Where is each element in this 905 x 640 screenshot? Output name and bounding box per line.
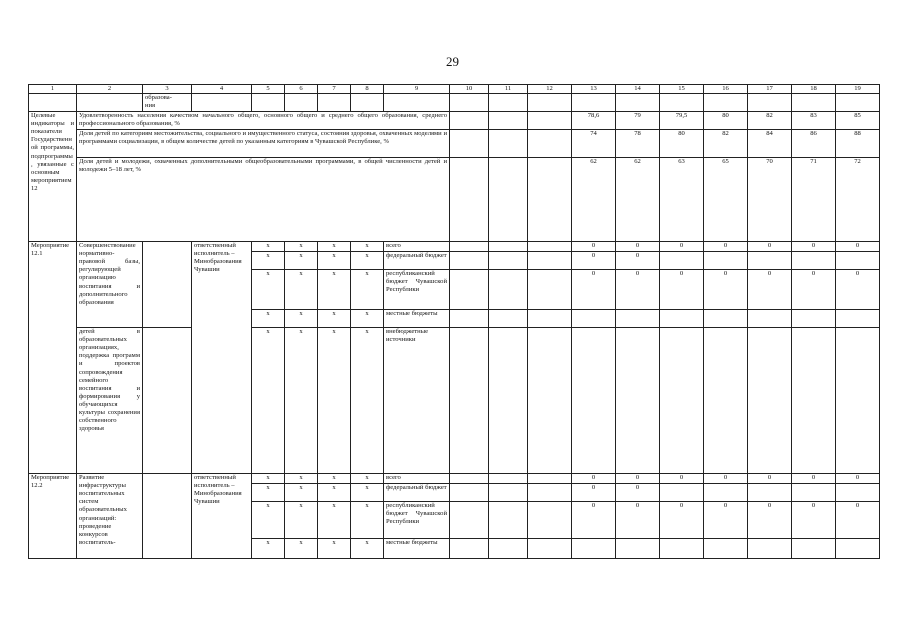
indicator-text: Доля детей и молодежи, охваченных дополнительными общеобразовательными программами, в общей численности детей и молодежи 5–18 лет, % (77, 158, 450, 242)
funding-value: 0 (616, 484, 660, 502)
indicator-value: 82 (704, 130, 748, 158)
funding-value: 0 (660, 502, 704, 539)
funding-value (572, 328, 616, 474)
funding-value: 0 (748, 242, 792, 252)
funding-value (572, 310, 616, 328)
funding-value: 0 (572, 502, 616, 539)
column-number: 16 (704, 85, 748, 94)
column-number: 13 (572, 85, 616, 94)
funding-value: 0 (572, 474, 616, 484)
funding-value (704, 310, 748, 328)
column-number: 17 (748, 85, 792, 94)
na-mark: x (285, 310, 318, 328)
funding-value: 0 (616, 270, 660, 310)
column-number: 3 (143, 85, 192, 94)
indicator-value: 78 (616, 130, 660, 158)
funding-value: 0 (660, 270, 704, 310)
funding-source: местные бюджеты (384, 539, 450, 559)
column-number: 2 (77, 85, 143, 94)
funding-value (704, 252, 748, 270)
na-mark: x (351, 474, 384, 484)
na-mark: x (318, 474, 351, 484)
column-number: 7 (318, 85, 351, 94)
page-number: 29 (446, 54, 459, 69)
funding-value (836, 484, 880, 502)
funding-value (748, 252, 792, 270)
funding-source: федеральный бюджет (384, 252, 450, 270)
na-mark: x (252, 310, 285, 328)
measure-label: Мероприятие 12.2 (29, 474, 77, 559)
funding-value: 0 (572, 242, 616, 252)
na-mark: x (285, 252, 318, 270)
funding-value: 0 (792, 270, 836, 310)
funding-value (704, 484, 748, 502)
funding-value (660, 310, 704, 328)
funding-source: внебюджетные источники (384, 328, 450, 474)
funding-value: 0 (836, 474, 880, 484)
column-number: 11 (489, 85, 528, 94)
funding-value: 0 (836, 242, 880, 252)
indicator-value: 79,5 (660, 112, 704, 130)
indicator-value: 63 (660, 158, 704, 242)
na-mark: x (252, 252, 285, 270)
column-number: 12 (528, 85, 572, 94)
na-mark: x (351, 502, 384, 539)
measure-name: Совершенствование нормативно-правовой базы, регулирующей организацию воспитания и дополнительного образования (77, 242, 143, 328)
funding-value (792, 310, 836, 328)
funding-value (748, 328, 792, 474)
column-number: 19 (836, 85, 880, 94)
na-mark: x (252, 242, 285, 252)
funding-value (616, 328, 660, 474)
funding-value: 0 (748, 270, 792, 310)
column-number: 8 (351, 85, 384, 94)
funding-source: всего (384, 474, 450, 484)
funding-row (29, 474, 880, 484)
na-mark: x (351, 252, 384, 270)
na-mark: x (318, 484, 351, 502)
funding-value (792, 252, 836, 270)
funding-value (836, 310, 880, 328)
na-mark: x (252, 539, 285, 559)
funding-value (660, 252, 704, 270)
funding-row (29, 242, 880, 252)
program-table (28, 84, 880, 559)
column-number: 4 (192, 85, 252, 94)
column-number: 1 (29, 85, 77, 94)
na-mark: x (318, 539, 351, 559)
na-mark: x (351, 310, 384, 328)
column-number-row (29, 85, 880, 94)
column-number: 14 (616, 85, 660, 94)
indicator-value: 84 (748, 130, 792, 158)
na-mark: x (285, 484, 318, 502)
na-mark: x (285, 474, 318, 484)
measure-name-continued: детей в образовательных организациях, поддержка программ и проектов сопровождения семейного воспитания и формирования у обучающихся культуры сохранения собственного здоровья (77, 328, 143, 474)
indicator-value: 71 (792, 158, 836, 242)
funding-value (748, 484, 792, 502)
funding-value (748, 310, 792, 328)
column-number: 6 (285, 85, 318, 94)
measure-label: Мероприятие 12.1 (29, 242, 77, 474)
funding-value (704, 328, 748, 474)
carry-over-text: образова- ния (143, 94, 192, 112)
na-mark: x (285, 328, 318, 474)
funding-value: 0 (792, 242, 836, 252)
measure-executor: ответственный исполнитель – Минобразования Чувашии (192, 474, 252, 559)
column-number: 18 (792, 85, 836, 94)
funding-value (616, 310, 660, 328)
funding-value (572, 539, 616, 559)
funding-value: 0 (572, 484, 616, 502)
na-mark: x (351, 270, 384, 310)
na-mark: x (252, 502, 285, 539)
funding-value (792, 328, 836, 474)
funding-source: всего (384, 242, 450, 252)
funding-value: 0 (836, 270, 880, 310)
funding-value: 0 (792, 474, 836, 484)
indicator-value: 83 (792, 112, 836, 130)
funding-value: 0 (704, 270, 748, 310)
indicator-value: 70 (748, 158, 792, 242)
indicator-row (29, 130, 880, 158)
funding-value: 0 (616, 242, 660, 252)
funding-value (836, 252, 880, 270)
na-mark: x (252, 270, 285, 310)
funding-value (748, 539, 792, 559)
funding-value: 0 (704, 474, 748, 484)
funding-value: 0 (792, 502, 836, 539)
funding-value: 0 (572, 270, 616, 310)
indicator-value: 82 (748, 112, 792, 130)
indicator-text: Удовлетворенность населения качеством начального общего, основного общего и среднего общего образования, среднего профессионального образования, % (77, 112, 450, 130)
indicator-value: 80 (704, 112, 748, 130)
na-mark: x (351, 242, 384, 252)
column-number: 10 (450, 85, 489, 94)
na-mark: x (318, 270, 351, 310)
na-mark: x (318, 310, 351, 328)
funding-value: 0 (748, 474, 792, 484)
funding-value (792, 539, 836, 559)
na-mark: x (252, 328, 285, 474)
indicator-value: 62 (572, 158, 616, 242)
na-mark: x (318, 252, 351, 270)
na-mark: x (285, 539, 318, 559)
indicator-row (29, 158, 880, 242)
funding-source: республиканский бюджет Чувашской Республики (384, 270, 450, 310)
funding-row (29, 328, 880, 474)
indicator-value: 65 (704, 158, 748, 242)
measure-name: Развитие инфраструктуры воспитательных систем образовательных организаций: проведение конкурсов воспитатель- (77, 474, 143, 559)
measure-executor: ответственный исполнитель – Минобразования Чувашии (192, 242, 252, 474)
funding-value: 0 (616, 252, 660, 270)
indicator-value: 80 (660, 130, 704, 158)
funding-value: 0 (704, 502, 748, 539)
funding-value (616, 539, 660, 559)
na-mark: x (351, 539, 384, 559)
funding-value: 0 (704, 242, 748, 252)
indicator-value: 78,6 (572, 112, 616, 130)
funding-value: 0 (572, 252, 616, 270)
column-number: 15 (660, 85, 704, 94)
funding-value: 0 (836, 502, 880, 539)
na-mark: x (318, 242, 351, 252)
na-mark: x (318, 502, 351, 539)
funding-value (660, 539, 704, 559)
na-mark: x (285, 502, 318, 539)
na-mark: x (285, 242, 318, 252)
funding-value: 0 (748, 502, 792, 539)
carry-over-row (29, 94, 880, 112)
indicators-label: Целевые индикаторы и показатели Государственной программы, подпрограммы, увязанные с основным мероприятием 12 (29, 112, 77, 242)
indicator-value: 86 (792, 130, 836, 158)
indicator-value: 79 (616, 112, 660, 130)
indicator-text: Доля детей по категориям местожительства, социального и имущественного статуса, состояния здоровья, охваченных моделями и программами социализации, в общем количестве детей по указанным категориям в Чувашской Республике, % (77, 130, 450, 158)
funding-value: 0 (660, 474, 704, 484)
indicator-row (29, 112, 880, 130)
na-mark: x (252, 484, 285, 502)
funding-value: 0 (616, 474, 660, 484)
funding-value (836, 328, 880, 474)
na-mark: x (285, 270, 318, 310)
indicator-value: 88 (836, 130, 880, 158)
funding-source: федеральный бюджет (384, 484, 450, 502)
funding-value (836, 539, 880, 559)
indicator-value: 62 (616, 158, 660, 242)
funding-value (792, 484, 836, 502)
na-mark: x (318, 328, 351, 474)
indicator-value: 72 (836, 158, 880, 242)
funding-source: местные бюджеты (384, 310, 450, 328)
funding-value: 0 (660, 242, 704, 252)
indicator-value: 74 (572, 130, 616, 158)
indicator-value: 85 (836, 112, 880, 130)
na-mark: x (351, 328, 384, 474)
column-number: 9 (384, 85, 450, 94)
funding-value (704, 539, 748, 559)
column-number: 5 (252, 85, 285, 94)
funding-value (660, 328, 704, 474)
funding-source: республиканский бюджет Чувашской Республики (384, 502, 450, 539)
na-mark: x (351, 484, 384, 502)
na-mark: x (252, 474, 285, 484)
funding-value: 0 (616, 502, 660, 539)
funding-value (660, 484, 704, 502)
